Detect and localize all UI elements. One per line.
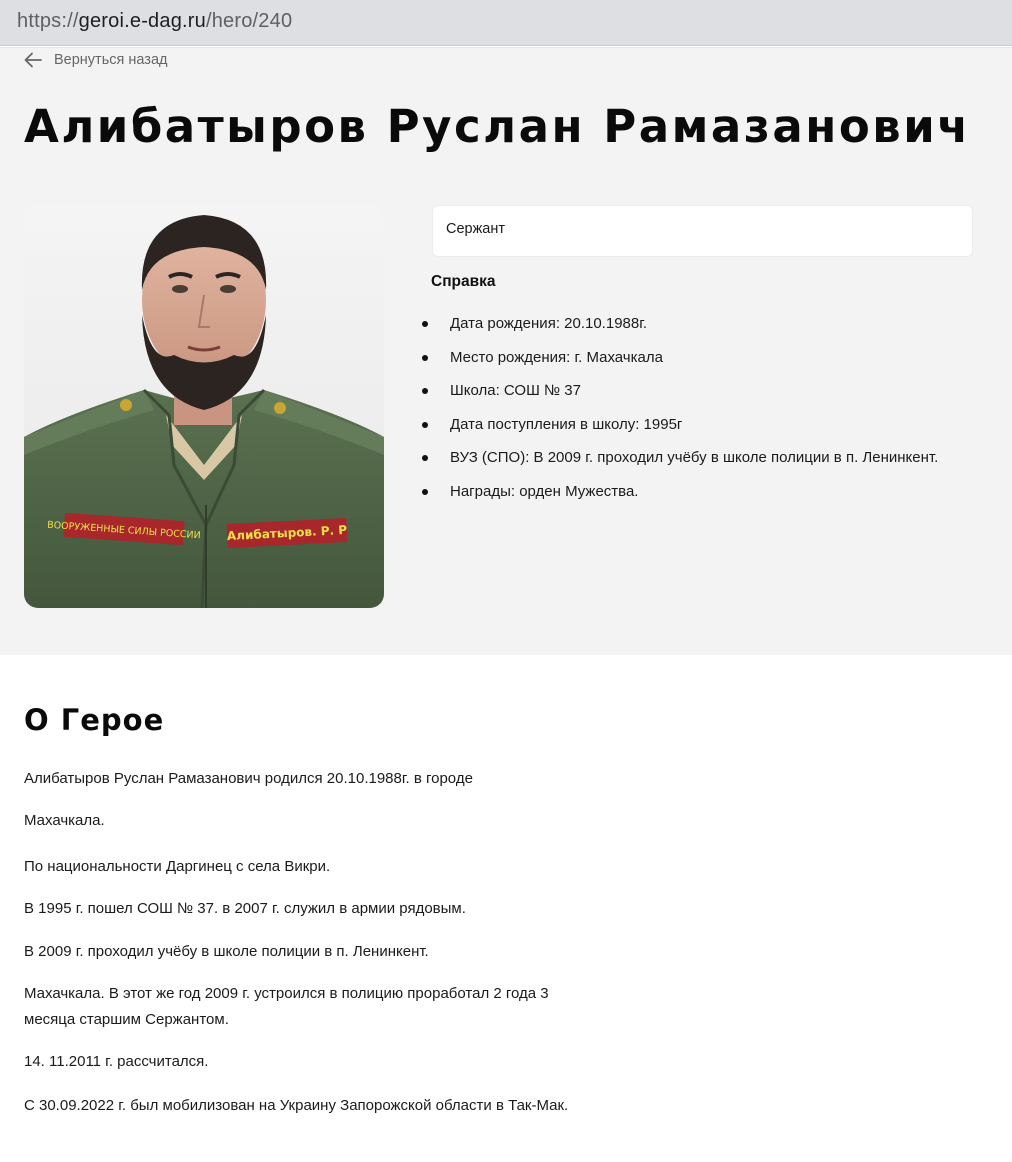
hero-name-title: Алибатыров Руслан Рамазанович — [24, 100, 971, 153]
hero-header-section — [0, 47, 1012, 655]
hero-photo — [24, 205, 384, 608]
hero-portrait-illustration — [24, 205, 384, 608]
about-paragraph: Алибатыров Руслан Рамазанович родился 20.10.1988г. в городе — [24, 770, 473, 787]
list-item: Награды: орден Мужества. — [420, 481, 938, 515]
reference-list — [420, 313, 938, 515]
rank-card — [432, 205, 973, 257]
reference-title: Справка — [431, 273, 496, 290]
rank-label: Сержант — [446, 221, 506, 237]
about-paragraph: 14. 11.2011 г. рассчитался. — [24, 1053, 209, 1070]
arrow-left-icon — [24, 52, 42, 68]
about-paragraph: Махачкала. — [24, 812, 105, 829]
photo-patch-left: ВООРУЖЕННЫЕ СИЛЫ РОССИИ — [46, 519, 202, 542]
url-host: geroi.e-dag.ru — [78, 10, 206, 32]
back-link-label: Вернуться назад — [54, 52, 168, 68]
list-item: Место рождения: г. Махачкала — [420, 347, 938, 381]
address-bar[interactable] — [0, 0, 1012, 46]
about-paragraph: С 30.09.2022 г. был мобилизован на Украину Запорожской области в Так-Мак. — [24, 1097, 569, 1114]
list-item: ВУЗ (СПО): В 2009 г. проходил учёбу в школе полиции в п. Ленинкент. — [420, 447, 938, 481]
back-link[interactable] — [24, 52, 167, 68]
list-item: Дата рождения: 20.10.1988г. — [420, 313, 938, 347]
url-path: /hero/240 — [205, 10, 293, 32]
about-paragraph: В 1995 г. пошел СОШ № 37. в 2007 г. служил в армии рядовым. — [24, 900, 466, 917]
list-item: Школа: СОШ № 37 — [420, 380, 938, 414]
url-protocol: https:// — [17, 10, 79, 32]
url-text[interactable] — [17, 10, 292, 33]
photo-patch-right: Алибатыров. Р. Р — [226, 522, 348, 544]
about-paragraph: В 2009 г. проходил учёбу в школе полиции в п. Ленинкент. — [24, 943, 429, 960]
list-item: Дата поступления в школу: 1995г — [420, 414, 938, 448]
about-paragraph: Махачкала. В этот же год 2009 г. устроился в полицию проработал 2 года 3 месяца старшим Сержантом. — [24, 985, 549, 1028]
about-paragraph: По национальности Даргинец с села Викри. — [24, 858, 331, 875]
about-title: О Герое — [24, 703, 165, 737]
